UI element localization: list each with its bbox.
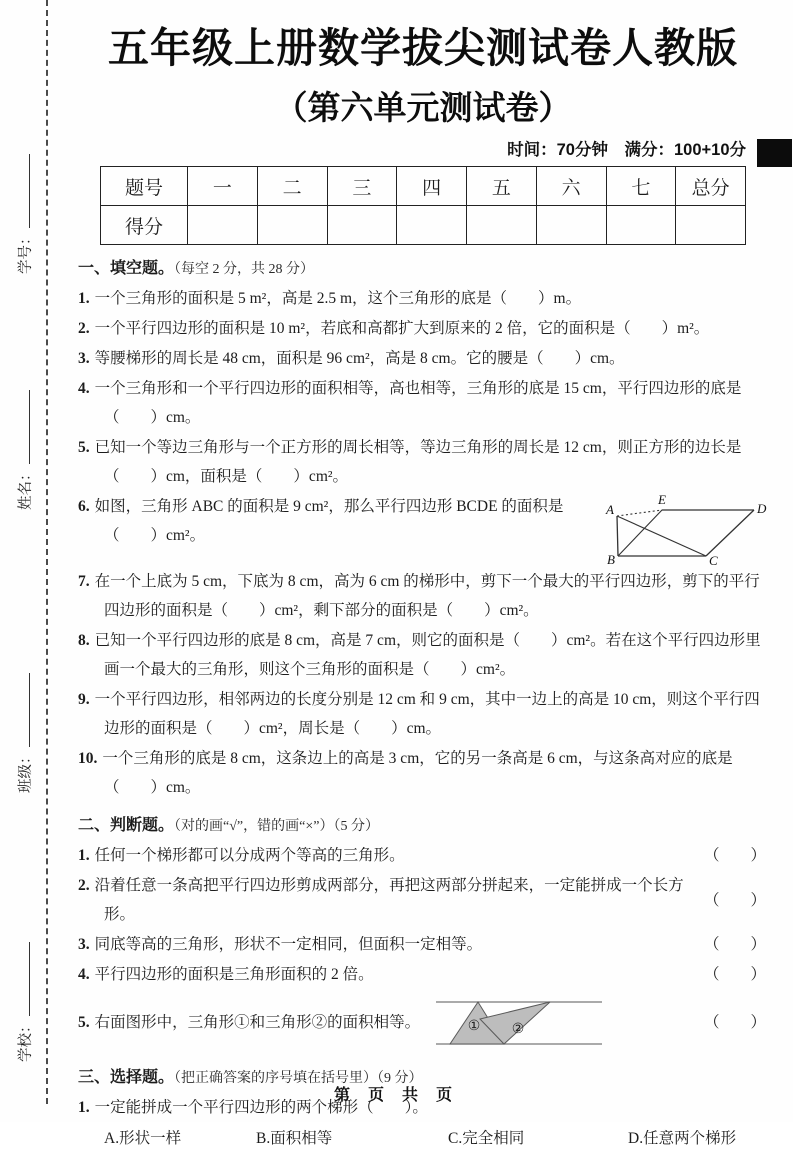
answer-bracket: （ ） <box>703 891 766 909</box>
page-subtitle: （第六单元测试卷） <box>274 89 572 126</box>
score-empty-cell <box>676 206 746 245</box>
answer-bracket: （ ） <box>703 1013 766 1031</box>
figure-label-triangle-1: ① <box>467 1019 481 1034</box>
student-name-field <box>14 391 35 511</box>
school-blank-line <box>17 943 30 1017</box>
parallelogram-figure <box>606 492 768 566</box>
fill-question-5: 5. 已知一个等边三角形与一个正方形的周长相等，等边三角形的周长是 12 cm，则正方形的边长是（ ）cm，面积是（ ）cm²。 <box>78 439 742 485</box>
fill-question-7: 7. 在一个上底为 5 cm，下底为 8 cm，高为 6 cm 的梯形中，剪下一个最大的平行四边形，剪下的平行四边形的面积是（ ）cm²，剩下部分的面积是（ ）cm²。 <box>78 573 760 619</box>
figure-label-triangle-2: ② <box>511 1022 525 1037</box>
choice-options-row <box>78 1124 768 1153</box>
fold-dashed-line <box>46 0 48 1104</box>
time-score-info: 时间：70分钟 满分：100+10分 <box>507 141 746 159</box>
fill-question-8: 8. 已知一个平行四边形的底是 8 cm，高是 7 cm，则它的面积是（ ）cm²。若在这个平行四边形里画一个最大的三角形，则这个三角形的面积是（ ）cm²。 <box>78 632 761 678</box>
fill-question-10: 10. 一个三角形的底是 8 cm，这条边上的高是 3 cm，它的另一条高是 6 cm，与这条高对应的底是（ ）cm。 <box>78 750 733 796</box>
score-table-cell: 二 <box>257 167 327 206</box>
class-blank-line <box>17 674 30 748</box>
section-fill-note: （每空 2 分，共 28 分） <box>174 262 315 277</box>
class-field <box>14 674 35 794</box>
class-label: 班级： <box>18 749 34 793</box>
school-label: 学校： <box>18 1018 34 1062</box>
score-table-cell: 五 <box>467 167 537 206</box>
answer-bracket: （ ） <box>703 847 766 864</box>
score-table-cell: 四 <box>397 167 467 206</box>
score-table-cell: 六 <box>536 167 606 206</box>
judge-question-2: 2. 沿着任意一条高把平行四边形剪成两部分，再把这两部分拼起来，一定能拼成一个长方形。 （ ） <box>78 877 766 923</box>
section-judge-title <box>78 813 768 840</box>
score-empty-cell <box>397 206 467 245</box>
score-table-cell: 三 <box>327 167 397 206</box>
triangles-figure <box>434 990 604 1054</box>
score-empty-cell <box>467 206 537 245</box>
student-name-blank-line <box>17 391 30 465</box>
option-c: C.完全相同 <box>448 1130 525 1147</box>
score-table-cell: 题号 <box>101 167 188 206</box>
page-title: 五年级上册数学拔尖测试卷人教版 <box>108 25 738 71</box>
student-name-label: 姓名： <box>18 466 34 510</box>
student-id-label: 学号： <box>18 230 34 274</box>
option-a: A.形状一样 <box>104 1130 182 1147</box>
section-choice-heading: 三、选择题。 <box>78 1069 175 1086</box>
score-table-cell: 一 <box>188 167 258 206</box>
score-table-cell: 七 <box>606 167 676 206</box>
figure-label-B: B <box>607 552 615 567</box>
score-empty-cell <box>606 206 676 245</box>
answer-bracket: （ ） <box>703 936 766 953</box>
school-field <box>14 943 35 1063</box>
judge-question-4: 4. 平行四边形的面积是三角形面积的 2 倍。 （ ） <box>78 960 768 989</box>
score-table-score-row <box>101 206 746 245</box>
fill-question-4: 4. 一个三角形和一个平行四边形的面积相等，高也相等，三角形的底是 15 cm，平行四边形的底是（ ）cm。 <box>78 380 742 426</box>
score-table <box>100 166 746 245</box>
score-table-cell: 总分 <box>676 167 746 206</box>
score-empty-cell <box>257 206 327 245</box>
judge-question-1: 1. 任何一个梯形都可以分成两个等高的三角形。 （ ） <box>78 841 768 870</box>
answer-bracket: （ ） <box>703 966 766 983</box>
option-b: B.面积相等 <box>256 1130 333 1147</box>
section-fill-heading: 一、填空题。 <box>78 260 175 277</box>
figure-label-A: A <box>606 502 614 517</box>
figure-label-C: C <box>709 553 718 568</box>
section-choice-note: （把正确答案的序号填在括号里）（9 分） <box>174 1071 423 1086</box>
fill-question-3: 3. 等腰梯形的周长是 48 cm，面积是 96 cm²，高是 8 cm。它的腰是（ ）cm。 <box>78 350 625 367</box>
score-empty-cell <box>188 206 258 245</box>
option-d: D.任意两个梯形 <box>628 1130 737 1147</box>
score-table-header-row <box>101 167 746 206</box>
choice-question-1: 1. 一定能拼成一个平行四边形的两个梯形（ ）。 <box>78 1099 428 1116</box>
section-judge-note: （对的画“√”，错的画“×”）（5 分） <box>174 819 379 834</box>
figure-label-E: E <box>658 492 666 507</box>
page-footer: 第 页 共 页 <box>333 1087 459 1104</box>
fill-question-1: 1. 一个三角形的面积是 5 m²，高是 2.5 m，这个三角形的底是（ ）m。 <box>78 290 582 307</box>
section-judge-heading: 二、判断题。 <box>78 817 175 834</box>
judge-question-3: 3. 同底等高的三角形，形状不一定相同，但面积一定相等。 （ ） <box>78 930 768 959</box>
fill-question-6: 6. 如图，三角形 ABC 的面积是 9 cm²，那么平行四边形 BCDE 的面积是（ ）cm²。 A E D B C <box>78 492 767 568</box>
fill-question-9: 9. 一个平行四边形，相邻两边的长度分别是 12 cm 和 9 cm，其中一边上的高是 10 cm，则这个平行四边形的面积是（ ）cm²，周长是（ ）cm。 <box>78 691 760 737</box>
student-id-blank-line <box>17 155 30 229</box>
section-fill-title <box>78 256 768 283</box>
score-empty-cell <box>536 206 606 245</box>
figure-label-D: D <box>757 501 767 516</box>
fill-question-2: 2. 一个平行四边形的面积是 10 m²，若底和高都扩大到原来的 2 倍，它的面积是（ ）m²。 <box>78 320 710 337</box>
judge-question-5: 5. 右面图形中，三角形①和三角形②的面积相等。 ① ② （ ） <box>78 990 768 1054</box>
score-label-cell: 得分 <box>101 206 188 245</box>
student-id-field <box>14 155 35 275</box>
score-empty-cell <box>327 206 397 245</box>
